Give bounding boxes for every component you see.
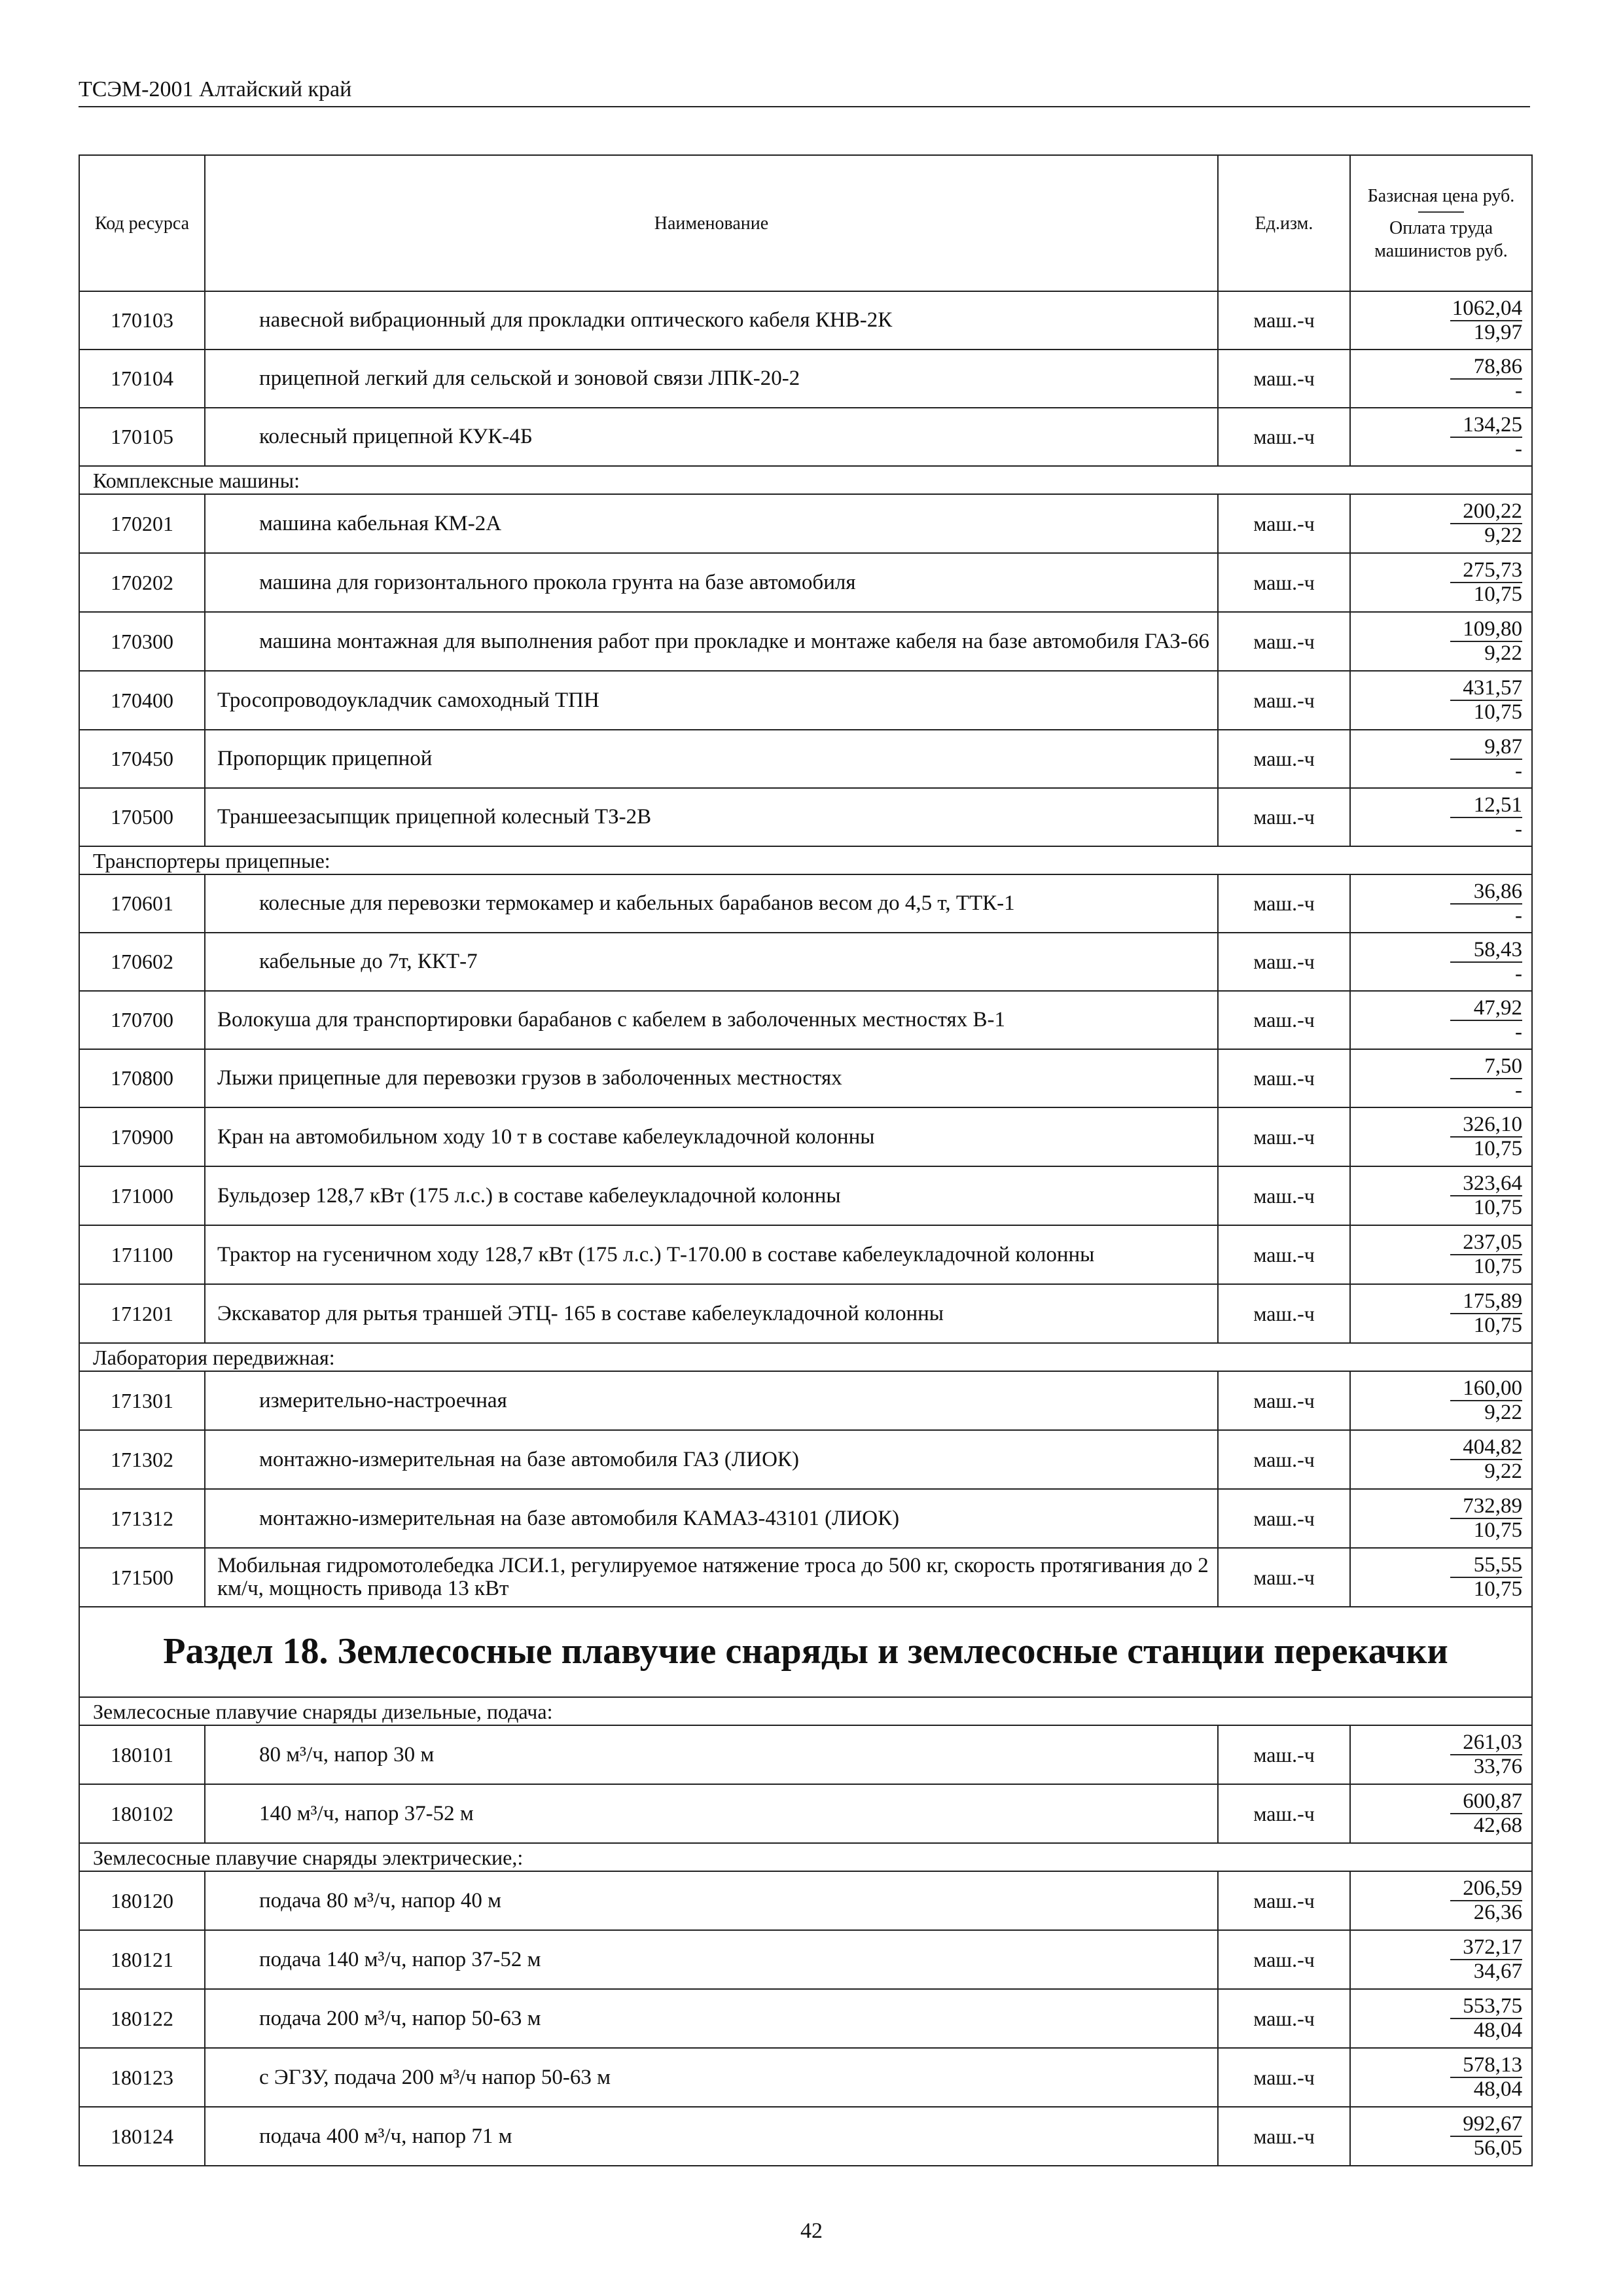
price-cell	[1350, 1871, 1532, 1930]
price-cell	[1350, 874, 1532, 933]
base-price: 58,43	[1450, 939, 1522, 963]
price-cell	[1350, 1989, 1532, 2048]
operator-wage: 56,05	[1473, 2136, 1522, 2160]
resource-name: Волокуша для транспортировки барабанов с кабелем в заболоченных местностях В-1	[205, 991, 1218, 1049]
resource-code: 180101	[79, 1725, 205, 1784]
base-price: 7,50	[1450, 1055, 1522, 1079]
header-name: Наименование	[205, 155, 1218, 291]
resource-name: прицепной легкий для сельской и зоновой связи ЛПК-20-2	[205, 350, 1218, 408]
price-cell	[1350, 553, 1532, 612]
table-row	[79, 671, 1532, 730]
base-price: 326,10	[1450, 1113, 1522, 1138]
resource-code: 170601	[79, 874, 205, 933]
base-price: 261,03	[1450, 1731, 1522, 1755]
base-price: 323,64	[1450, 1172, 1522, 1196]
resource-name: Лыжи прицепные для перевозки грузов в заболоченных местностях	[205, 1049, 1218, 1107]
operator-wage: 34,67	[1473, 1960, 1522, 1983]
table-row	[79, 1107, 1532, 1166]
base-price: 237,05	[1450, 1231, 1522, 1255]
unit-of-measure: маш.-ч	[1218, 671, 1350, 730]
price-cell	[1350, 612, 1532, 671]
unit-of-measure: маш.-ч	[1218, 1871, 1350, 1930]
resource-name: 140 м³/ч, напор 37-52 м	[205, 1784, 1218, 1843]
table-row	[79, 874, 1532, 933]
operator-wage: 10,75	[1473, 1137, 1522, 1160]
group-label: Транспортеры прицепные:	[79, 846, 1532, 874]
base-price: 9,87	[1450, 736, 1522, 760]
resource-code: 170201	[79, 494, 205, 553]
table-row	[79, 991, 1532, 1049]
table-row	[79, 1284, 1532, 1343]
unit-of-measure: маш.-ч	[1218, 1225, 1350, 1284]
operator-wage: -	[1515, 817, 1522, 841]
table-row	[79, 1930, 1532, 1989]
operator-wage: 48,04	[1473, 2077, 1522, 2101]
base-price: 372,17	[1450, 1936, 1522, 1960]
resource-code: 170800	[79, 1049, 205, 1107]
resource-name: 80 м³/ч, напор 30 м	[205, 1725, 1218, 1784]
resource-code: 170700	[79, 991, 205, 1049]
table-body	[79, 291, 1532, 2166]
header-price-base: Базисная цена руб.	[1367, 185, 1515, 206]
resource-code: 171100	[79, 1225, 205, 1284]
unit-of-measure: маш.-ч	[1218, 1989, 1350, 2048]
operator-wage: 10,75	[1473, 1196, 1522, 1219]
unit-of-measure: маш.-ч	[1218, 1548, 1350, 1607]
resource-name: навесной вибрационный для прокладки оптического кабеля КНВ-2К	[205, 291, 1218, 350]
resource-name: подача 140 м³/ч, напор 37-52 м	[205, 1930, 1218, 1989]
resource-code: 180124	[79, 2107, 205, 2166]
resource-name: колесный прицепной КУК-4Б	[205, 408, 1218, 466]
resource-name: Кран на автомобильном ходу 10 т в составе кабелеукладочной колонны	[205, 1107, 1218, 1166]
operator-wage: -	[1515, 1020, 1522, 1044]
section-row	[79, 1607, 1532, 1697]
base-price: 78,86	[1450, 355, 1522, 380]
table-row	[79, 2107, 1532, 2166]
resource-name: измерительно-настроечная	[205, 1371, 1218, 1430]
base-price: 109,80	[1450, 618, 1522, 642]
unit-of-measure: маш.-ч	[1218, 1784, 1350, 1843]
table-row	[79, 2048, 1532, 2107]
group-row	[79, 1343, 1532, 1371]
operator-wage: 9,22	[1484, 1460, 1522, 1483]
operator-wage: 48,04	[1473, 2018, 1522, 2042]
resource-code: 180102	[79, 1784, 205, 1843]
operator-wage: -	[1515, 378, 1522, 403]
base-price: 1062,04	[1450, 297, 1522, 321]
operator-wage: 10,75	[1473, 1518, 1522, 1542]
price-cell	[1350, 1166, 1532, 1225]
base-price: 160,00	[1450, 1377, 1522, 1401]
base-price: 206,59	[1450, 1877, 1522, 1901]
unit-of-measure: маш.-ч	[1218, 1930, 1350, 1989]
base-price: 431,57	[1450, 677, 1522, 701]
unit-of-measure: маш.-ч	[1218, 2107, 1350, 2166]
resource-code: 170103	[79, 291, 205, 350]
resource-name: кабельные до 7т, ККТ-7	[205, 933, 1218, 991]
unit-of-measure: маш.-ч	[1218, 1725, 1350, 1784]
page-number: 42	[800, 2219, 823, 2243]
resource-code: 171312	[79, 1489, 205, 1548]
header-code: Код ресурса	[79, 155, 205, 291]
resource-code: 170602	[79, 933, 205, 991]
price-cell	[1350, 1430, 1532, 1489]
price-cell	[1350, 1548, 1532, 1607]
resource-code: 170202	[79, 553, 205, 612]
resource-name: Трактор на гусеничном ходу 128,7 кВт (175 л.с.) Т-170.00 в составе кабелеукладочной колонны	[205, 1225, 1218, 1284]
resource-name: подача 80 м³/ч, напор 40 м	[205, 1871, 1218, 1930]
unit-of-measure: маш.-ч	[1218, 291, 1350, 350]
unit-of-measure: маш.-ч	[1218, 991, 1350, 1049]
resource-name: Бульдозер 128,7 кВт (175 л.с.) в составе кабелеукладочной колонны	[205, 1166, 1218, 1225]
resource-code: 170104	[79, 350, 205, 408]
group-row	[79, 846, 1532, 874]
unit-of-measure: маш.-ч	[1218, 350, 1350, 408]
group-row	[79, 1843, 1532, 1871]
price-cell	[1350, 1371, 1532, 1430]
price-cell	[1350, 671, 1532, 730]
price-table	[79, 154, 1533, 2166]
resource-name: с ЭГЗУ, подача 200 м³/ч напор 50-63 м	[205, 2048, 1218, 2107]
resource-name: подача 400 м³/ч, напор 71 м	[205, 2107, 1218, 2166]
resource-code: 171301	[79, 1371, 205, 1430]
base-price: 732,89	[1450, 1495, 1522, 1519]
table-row	[79, 553, 1532, 612]
header-price-labor: Оплата труда машинистов руб.	[1374, 217, 1508, 261]
resource-code: 180120	[79, 1871, 205, 1930]
operator-wage: 9,22	[1484, 1401, 1522, 1424]
table-row	[79, 1548, 1532, 1607]
resource-name: подача 200 м³/ч, напор 50-63 м	[205, 1989, 1218, 2048]
unit-of-measure: маш.-ч	[1218, 1166, 1350, 1225]
unit-of-measure: маш.-ч	[1218, 788, 1350, 846]
table-row	[79, 1989, 1532, 2048]
operator-wage: 10,75	[1473, 700, 1522, 724]
unit-of-measure: маш.-ч	[1218, 1371, 1350, 1430]
resource-name: монтажно-измерительная на базе автомобиля ГАЗ (ЛИОК)	[205, 1430, 1218, 1489]
resource-code: 170450	[79, 730, 205, 788]
operator-wage: -	[1515, 961, 1522, 986]
unit-of-measure: маш.-ч	[1218, 494, 1350, 553]
price-cell	[1350, 2048, 1532, 2107]
resource-code: 170300	[79, 612, 205, 671]
table-row	[79, 1725, 1532, 1784]
table-row	[79, 1371, 1532, 1430]
group-label: Землесосные плавучие снаряды электрические,:	[79, 1843, 1532, 1871]
table-row	[79, 1225, 1532, 1284]
base-price: 992,67	[1450, 2113, 1522, 2137]
group-row	[79, 466, 1532, 494]
price-cell	[1350, 1049, 1532, 1107]
unit-of-measure: маш.-ч	[1218, 933, 1350, 991]
operator-wage: 9,22	[1484, 524, 1522, 547]
price-cell	[1350, 1784, 1532, 1843]
running-header: ТСЭМ-2001 Алтайский край	[79, 77, 1530, 107]
table-row	[79, 1430, 1532, 1489]
table-row	[79, 291, 1532, 350]
operator-wage: -	[1515, 903, 1522, 927]
resource-name: Экскаватор для рытья траншей ЭТЦ- 165 в составе кабелеукладочной колонны	[205, 1284, 1218, 1343]
price-cell	[1350, 1489, 1532, 1548]
resource-name: машина для горизонтального прокола грунта на базе автомобиля	[205, 553, 1218, 612]
table-row	[79, 612, 1532, 671]
price-cell	[1350, 1930, 1532, 1989]
operator-wage: 10,75	[1473, 1255, 1522, 1278]
resource-name: Тросопроводоукладчик самоходный ТПН	[205, 671, 1218, 730]
price-cell	[1350, 494, 1532, 553]
header-unit: Ед.изм.	[1218, 155, 1350, 291]
unit-of-measure: маш.-ч	[1218, 730, 1350, 788]
group-label: Землесосные плавучие снаряды дизельные, подача:	[79, 1697, 1532, 1725]
table-row	[79, 788, 1532, 846]
resource-name: монтажно-измерительная на базе автомобиля КАМАЗ-43101 (ЛИОК)	[205, 1489, 1218, 1548]
table-row	[79, 1871, 1532, 1930]
operator-wage: 33,76	[1473, 1755, 1522, 1778]
table-row	[79, 1166, 1532, 1225]
unit-of-measure: маш.-ч	[1218, 1107, 1350, 1166]
price-cell	[1350, 408, 1532, 466]
unit-of-measure: маш.-ч	[1218, 553, 1350, 612]
resource-code: 180123	[79, 2048, 205, 2107]
price-cell	[1350, 1284, 1532, 1343]
operator-wage: 10,75	[1473, 583, 1522, 606]
group-row	[79, 1697, 1532, 1725]
resource-name: Мобильная гидромотолебедка ЛСИ.1, регулируемое натяжение троса до 500 кг, скорость протягивания до 2 км/ч, мощность привода 13 кВт	[205, 1548, 1218, 1607]
unit-of-measure: маш.-ч	[1218, 2048, 1350, 2107]
table-row	[79, 933, 1532, 991]
operator-wage: 26,36	[1473, 1901, 1522, 1924]
operator-wage: 42,68	[1473, 1814, 1522, 1837]
unit-of-measure: маш.-ч	[1218, 874, 1350, 933]
group-label: Лаборатория передвижная:	[79, 1343, 1532, 1371]
base-price: 175,89	[1450, 1290, 1522, 1314]
price-cell	[1350, 991, 1532, 1049]
resource-code: 170400	[79, 671, 205, 730]
base-price: 553,75	[1450, 1995, 1522, 2019]
unit-of-measure: маш.-ч	[1218, 1284, 1350, 1343]
unit-of-measure: маш.-ч	[1218, 1489, 1350, 1548]
unit-of-measure: маш.-ч	[1218, 612, 1350, 671]
table-row	[79, 1049, 1532, 1107]
price-cell	[1350, 933, 1532, 991]
price-cell	[1350, 788, 1532, 846]
base-price: 578,13	[1450, 2054, 1522, 2078]
resource-code: 180122	[79, 1989, 205, 2048]
resource-code: 170105	[79, 408, 205, 466]
operator-wage: 10,75	[1473, 1577, 1522, 1601]
operator-wage: 19,97	[1473, 320, 1522, 344]
price-cell	[1350, 730, 1532, 788]
table-row	[79, 494, 1532, 553]
resource-name: машина монтажная для выполнения работ при прокладке и монтаже кабеля на базе автомобиля ГАЗ-66	[205, 612, 1218, 671]
group-label: Комплексные машины:	[79, 466, 1532, 494]
header-price	[1350, 155, 1532, 291]
base-price: 200,22	[1450, 500, 1522, 524]
resource-code: 171000	[79, 1166, 205, 1225]
base-price: 12,51	[1450, 794, 1522, 818]
table-row	[79, 408, 1532, 466]
base-price: 600,87	[1450, 1790, 1522, 1814]
unit-of-measure: маш.-ч	[1218, 408, 1350, 466]
price-cell	[1350, 350, 1532, 408]
resource-code: 170900	[79, 1107, 205, 1166]
base-price: 47,92	[1450, 997, 1522, 1021]
resource-name: колесные для перевозки термокамер и кабельных барабанов весом до 4,5 т, ТТК-1	[205, 874, 1218, 933]
resource-code: 171201	[79, 1284, 205, 1343]
price-cell	[1350, 1225, 1532, 1284]
resource-name: Траншеезасыпщик прицепной колесный ТЗ-2В	[205, 788, 1218, 846]
base-price: 36,86	[1450, 880, 1522, 905]
base-price: 404,82	[1450, 1436, 1522, 1460]
section-title: Раздел 18. Землесосные плавучие снаряды и землесосные станции перекачки	[79, 1607, 1532, 1697]
price-cell	[1350, 291, 1532, 350]
table-row	[79, 350, 1532, 408]
price-cell	[1350, 1725, 1532, 1784]
price-cell	[1350, 2107, 1532, 2166]
table-row	[79, 730, 1532, 788]
operator-wage: -	[1515, 1078, 1522, 1102]
resource-code: 180121	[79, 1930, 205, 1989]
header-price-divider	[1418, 211, 1464, 213]
operator-wage: 9,22	[1484, 641, 1522, 665]
operator-wage: 10,75	[1473, 1314, 1522, 1337]
base-price: 55,55	[1450, 1554, 1522, 1578]
resource-code: 171302	[79, 1430, 205, 1489]
table-row	[79, 1489, 1532, 1548]
unit-of-measure: маш.-ч	[1218, 1430, 1350, 1489]
unit-of-measure: маш.-ч	[1218, 1049, 1350, 1107]
base-price: 275,73	[1450, 559, 1522, 583]
base-price: 134,25	[1450, 414, 1522, 438]
operator-wage: -	[1515, 437, 1522, 461]
resource-code: 171500	[79, 1548, 205, 1607]
resource-name: Пропорщик прицепной	[205, 730, 1218, 788]
table-header-row	[79, 155, 1532, 291]
table-row	[79, 1784, 1532, 1843]
resource-name: машина кабельная КМ-2А	[205, 494, 1218, 553]
resource-code: 170500	[79, 788, 205, 846]
price-cell	[1350, 1107, 1532, 1166]
operator-wage: -	[1515, 759, 1522, 783]
